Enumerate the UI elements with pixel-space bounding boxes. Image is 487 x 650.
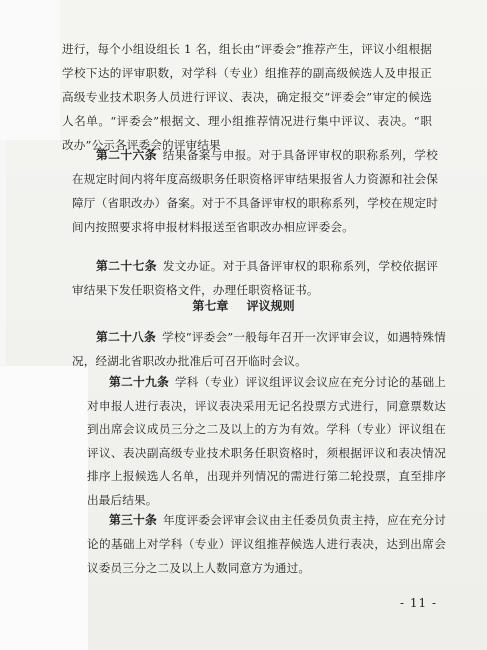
page-number: - 11 - bbox=[400, 596, 438, 610]
scan-edge-mid bbox=[0, 140, 6, 365]
article-number: 第三十条 bbox=[109, 513, 157, 527]
article-28 bbox=[72, 325, 446, 373]
article-27 bbox=[72, 254, 438, 302]
scan-edge-top bbox=[0, 0, 60, 140]
scan-edge-bottom bbox=[0, 366, 88, 650]
article-26 bbox=[72, 143, 438, 239]
article-number: 第二十七条 bbox=[96, 259, 157, 273]
chapter-heading: 第七章 评议规则 bbox=[192, 299, 295, 313]
article-30 bbox=[87, 508, 446, 580]
article-number: 第二十六条 bbox=[96, 148, 157, 162]
paragraph-text: 年度评委会评审会议由主任委员负责主持，应在充分讨论的基础上对学科（专业）评议组推荐候选人进行表决，达到出席会议委员三分之二及以上人数同意方为通过。 bbox=[87, 513, 446, 575]
paragraph-text: 学科（专业）评议组评议会议应在充分讨论的基础上对申报人进行表决，评议表决采用无记名投票方式进行，同意票数达到出席会议成员三分之二及以上的方为有效。学科（专业）评议组在评议、表决副高级专业技术职务任职资格时，须根据评议和表决情况排序上报候选人名单，出现并列情况的需进行第二轮投票，直至排序出最后结果。 bbox=[87, 375, 446, 507]
paragraph-text: 发文办证。对于具备评审权的职称系列，学校依据评审结果下发任职资格文件，办理任职资格证书。 bbox=[72, 259, 438, 297]
paragraph-text: 学校“评委会”一般每年召开一次评审会议，如遇特殊情况，经湖北省职改办批准后可召开临时会议。 bbox=[72, 330, 446, 368]
article-number: 第二十九条 bbox=[109, 375, 169, 389]
paragraph-text: 进行，每个小组设组长 1 名，组长由“评委会”推荐产生，评议小组根据学校下达的评审职数，对学科（专业）组推荐的副高级候选人及申报正高级专业技术职务人员进行评议、表决，确定报交“评委会”审定的候选人名单。“评委会”根据文、理小组推荐情况进行集中评议、表决。“职改办”公示各评委会的评审结果 bbox=[62, 42, 432, 152]
paragraph-continuation bbox=[62, 37, 432, 157]
paragraph-text: 结果备案与申报。对于具备评审权的职称系列，学校在规定时间内将年度高级职务任职资格评审结果报省人力资源和社会保障厅（省职改办）备案。对于不具备评审权的职称系列，学校在规定时间内按照要求将申报材料报送至省职改办相应评委会。 bbox=[72, 148, 438, 234]
article-number: 第二十八条 bbox=[96, 330, 157, 344]
article-29 bbox=[87, 371, 446, 513]
